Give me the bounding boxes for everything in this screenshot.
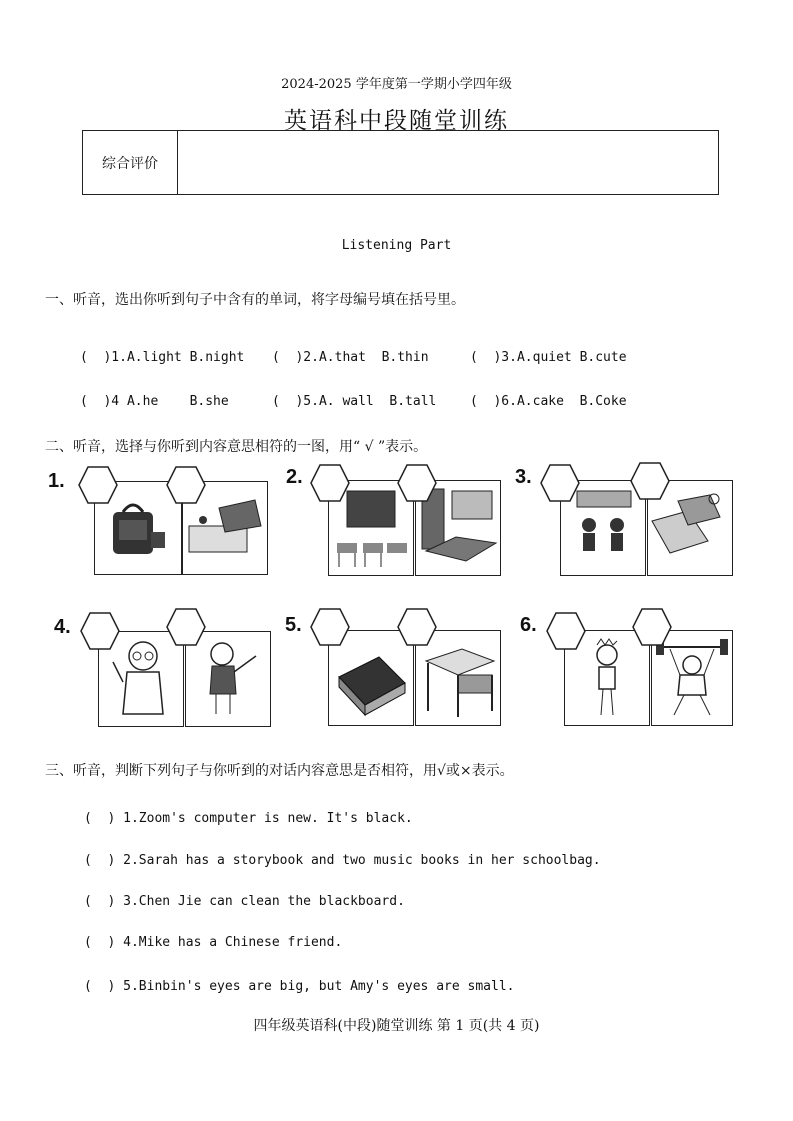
hexagon-answer-4a[interactable] [80,612,120,650]
section2-heading: 二、听音，选择与你听到内容意思相符的一图，用“ √ ”表示。 [45,439,428,455]
hexagon-answer-6b[interactable] [632,608,672,646]
hexagon-answer-5a[interactable] [310,608,350,646]
evaluation-label: 综合评价 [83,131,178,194]
header-grade: 2024-2025 学年度第一学期小学四年级 [281,77,512,92]
section1-heading: 一、听音，选出你听到句子中含有的单词，将字母编号填在括号里。 [45,292,465,308]
question-4: ( )4 A.he B.she [80,394,229,409]
statement-2: ( ) 2.Sarah has a storybook and two music books in her schoolbag. [84,853,601,868]
hexagon-answer-1b[interactable] [166,466,206,504]
group-number-6: 6. [520,614,537,636]
group-number-2: 2. [286,466,303,488]
hexagon-answer-6a[interactable] [546,612,586,650]
listening-part-title: Listening Part [341,238,452,253]
question-2: ( )2.A.that B.thin [272,350,429,365]
hexagon-answer-2b[interactable] [397,464,437,502]
page-title: 英语科中段随堂训练 [284,108,509,134]
question-6: ( )6.A.cake B.Coke [470,394,627,409]
statement-1: ( ) 1.Zoom's computer is new. It's black. [84,811,413,826]
statement-4: ( ) 4.Mike has a Chinese friend. [84,935,343,950]
statement-3: ( ) 3.Chen Jie can clean the blackboard. [84,894,405,909]
group-number-3: 3. [515,466,532,488]
question-1: ( )1.A.light B.night [80,350,245,365]
hexagon-answer-3a[interactable] [540,464,580,502]
hexagon-answer-3b[interactable] [630,462,670,500]
section3-heading: 三、听音，判断下列句子与你听到的对话内容意思是否相符，用√或×表示。 [45,763,514,779]
question-3: ( )3.A.quiet B.cute [470,350,627,365]
evaluation-box [82,130,719,195]
hexagon-answer-5b[interactable] [397,608,437,646]
group-number-1: 1. [48,470,65,492]
group-number-4: 4. [54,616,71,638]
page-footer: 四年级英语科(中段)随堂训练 第 1 页(共 4 页) [253,1018,540,1034]
group-number-5: 5. [285,614,302,636]
teacher-pointing-icon [186,632,270,726]
statement-5: ( ) 5.Binbin's eyes are big, but Amy's eyes are small. [84,979,515,994]
hexagon-answer-2a[interactable] [310,464,350,502]
question-5: ( )5.A. wall B.tall [272,394,437,409]
hexagon-answer-1a[interactable] [78,466,118,504]
hexagon-answer-4b[interactable] [166,608,206,646]
